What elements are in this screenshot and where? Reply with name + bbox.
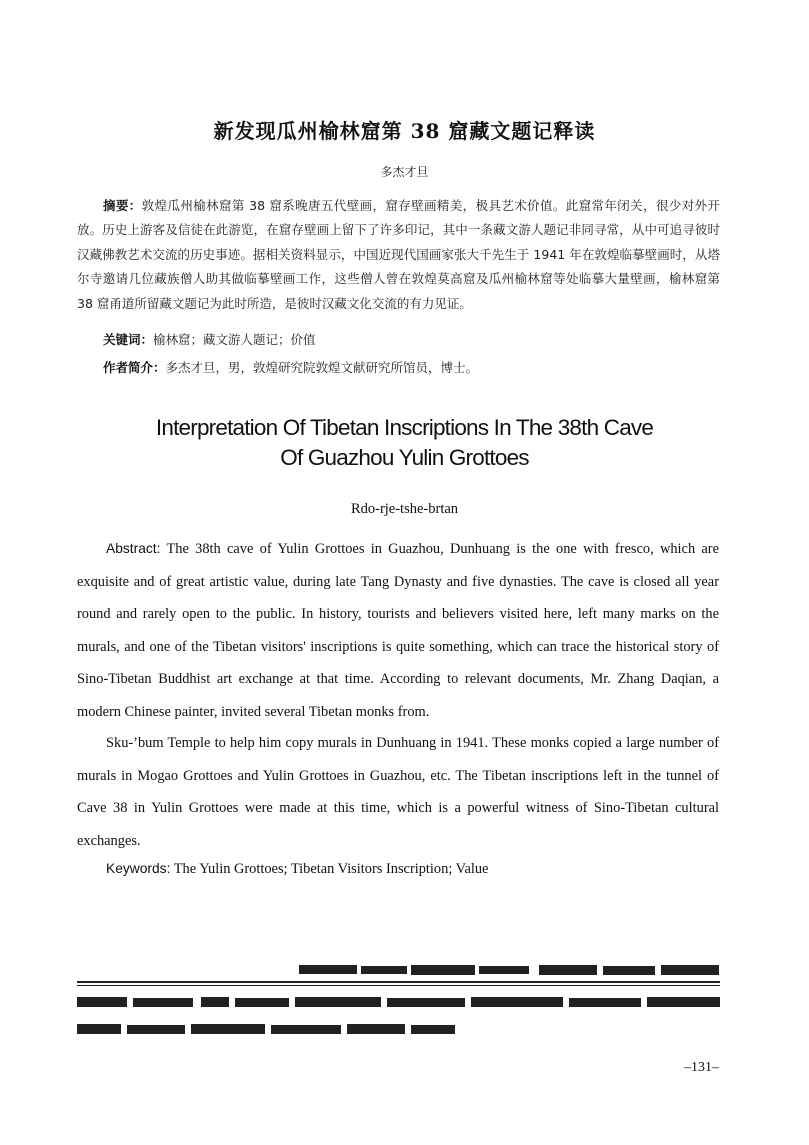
author-bio-text: 多杰才旦，男，敦煌研究院敦煌文献研究所馆员，博士。: [165, 360, 479, 375]
tibetan-footnote-line-2: [77, 1017, 457, 1039]
chinese-title: 新发现瓜州榆林窟第 38 窟藏文题记释读: [213, 119, 596, 143]
chinese-keywords: [103, 330, 316, 348]
author-bio-label: 作者简介：: [103, 360, 166, 375]
page-number: –131–: [684, 1060, 719, 1075]
chinese-abstract-text: 敦煌瓜州榆林窟第 38 窟系晚唐五代壁画，窟存壁画精美，极具艺术价值。此窟常年闭关，很少对外开放。历史上游客及信徒在此游览，在窟存壁画上留下了许多印记，其中一条藏文游人题记非同寻常，从中可追寻彼时汉藏佛教艺术交流的历史事迹。据相关资料显示，中国近现代国画家张大千先生于 1941 年在敦煌临摹壁画时，从塔尔寺邀请几位藏族僧人助其做临摹壁画工作，这些僧人曾在敦煌莫高窟及瓜州榆林窟等处临摹大量壁画，榆林窟第 38 窟甬道所留藏文题记为此时所造，是彼时汉藏文化交流的有力见证。: [77, 198, 720, 311]
tibetan-footnote-line-1: [77, 990, 720, 1012]
chinese-abstract-label: 摘要：: [103, 198, 142, 213]
footnote-rule-thin: [77, 985, 720, 986]
english-abstract: [77, 533, 719, 729]
english-keywords: [77, 853, 719, 886]
chinese-keywords-text: 榆林窟；藏文游人题记；价值: [153, 332, 316, 347]
english-title: [0, 413, 809, 473]
english-keywords-text: The Yulin Grottoes; Tibetan Visitors Inscription; Value: [173, 861, 489, 877]
chinese-keywords-label: 关键词：: [103, 332, 154, 347]
english-abstract-label: Abstract:: [106, 541, 161, 556]
english-author: Rdo-rje-tshe-brtan: [350, 501, 459, 517]
footnote-rule-thick: [77, 981, 720, 983]
chinese-author: 多杰才旦: [380, 165, 429, 179]
english-keywords-label: Keywords:: [106, 861, 171, 876]
english-abstract-text: The 38th cave of Yulin Grottoes in Guazhou, Dunhuang is the one with fresco, which are exquisite and of great artistic value, during late Tang Dynasty and five dynasties. The cave is closed all year round and rarely open to the public. In history, tourists and believers visited here, left many marks on the murals, and one of the Tibetan visitors' inscriptions is quite something, which can trace the historical story of Sino-Tibetan Buddhist art exchange at that time. According to relevant documents, Mr. Zhang Daqian, a modern Chinese painter, invited several Tibetan monks from.: [77, 541, 719, 720]
author-bio: [103, 358, 478, 376]
chinese-abstract: [77, 194, 720, 316]
tibetan-header-line: [299, 958, 719, 980]
english-title-line-2: Of Guazhou Yulin Grottoes: [280, 445, 529, 470]
english-title-line-1: Interpretation Of Tibetan Inscriptions In The 38th Cave: [155, 415, 654, 440]
english-paragraph-2: Sku-’bum Temple to help him copy murals in Dunhuang in 1941. These monks copied a large number of murals in Mogao Grottoes and Yulin Grottoes in Guazhou, etc. The Tibetan inscriptions left in the tunnel of Cave 38 in Yulin Grottoes were made at this time, which is a powerful witness of Sino-Tibetan cultural exchanges.: [77, 735, 719, 849]
